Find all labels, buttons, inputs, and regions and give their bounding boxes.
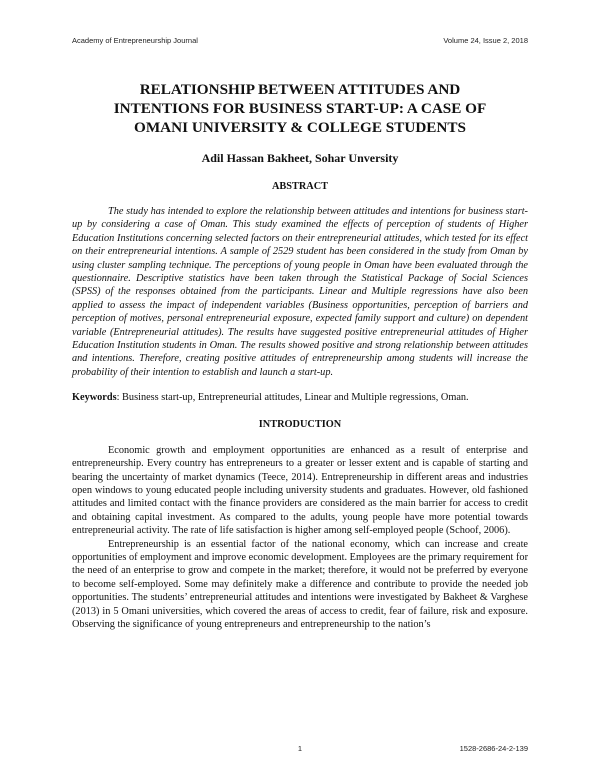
keywords-line	[72, 391, 528, 404]
introduction-heading: INTRODUCTION	[258, 418, 342, 430]
title-line: INTENTIONS FOR BUSINESS START-UP: A CASE OF	[113, 100, 487, 117]
introduction-paragraph: Entrepreneurship is an essential factor of the national economy, which can increase and create opportunities of employment and improve economic development. Employees are the primary requirement for the need of an enterprise to grow and compete in the market; therefore, it would not be preferred by everyone to become self-employed. Some may definitely make a difference and contribute to provide the needed job opportunities. The students’ entrepreneurial attitudes and intentions were investigated by Bakheet & Varghese (2013) in 5 Omani universities, which covered the areas of access to credit, fear of failure, risk and exposure. Observing the significance of young entrepreneurs and entrepreneurship to the nation’s	[72, 538, 528, 630]
journal-name: Academy of Entrepreneurship Journal	[72, 36, 198, 45]
abstract-text: The study has intended to explore the relationship between attitudes and intentions for business start-up by considering a case of Oman. This study examined the effects of perception of students of Higher Education Institutions concerning selected factors on their entrepreneurial attitudes, which tested for its effect on their entrepreneurial intentions. A sample of 2529 student has been considered in the study from Oman by using cluster sampling technique. The perceptions of young people in Oman have been evaluated through the questionnaire. Descriptive statistics have been taken through the Statistical Package of Social Sciences (SPSS) of the responses obtained from the participants. Linear and Multiple regressions have also been applied to assess the impact of independent variables (Business opportunities, perception of barriers and perception of motives, personal entrepreneurial exposure, expected family support and culture) on dependent variable (Entrepreneurial attitudes). The results have suggested positive entrepreneurial attitudes of Higher Education Institution students in Oman. The results showed positive and strong relationship between attitudes and intentions. Therefore, creating positive attitudes of entrepreneurship among students will increase the probability of their intention to establish and launch a start-up.	[72, 206, 528, 378]
introduction-paragraph: Economic growth and employment opportunities are enhanced as a result of enterprise and entrepreneurship. Every country has entrepreneurs to a greater or lesser extent and is capable of starting and bearing the uncertainty of market dynamics (Teece, 2014). Entrepreneurship in different areas and industries open windows to young educated people including university students and graduates. However, old fashioned attitudes and limited contact with the finance providers are considered as the main barrier for access to credit and obtaining capital investment. As compared to the adults, young people have more potential towards entrepreneurial activity. The rate of life satisfaction is higher among self-employed people (Schoof, 2006).	[72, 444, 528, 537]
keywords-label: Keywords	[72, 392, 117, 404]
title-line: RELATIONSHIP BETWEEN ATTITUDES AND	[139, 81, 461, 98]
volume-issue: Volume 24, Issue 2, 2018	[443, 36, 528, 45]
title-line: OMANI UNIVERSITY & COLLEGE STUDENTS	[134, 119, 466, 136]
page-content	[72, 80, 528, 631]
article-id: 1528-2686-24-2-139	[459, 744, 528, 753]
author-line: Adil Hassan Bakheet, Sohar Unversity	[201, 151, 399, 165]
abstract-heading: ABSTRACT	[271, 181, 329, 192]
keywords-text: : Business start-up, Entrepreneurial attitudes, Linear and Multiple regressions, Oman.	[116, 392, 469, 404]
page-number: 1	[297, 744, 303, 753]
paper-title	[72, 80, 528, 137]
